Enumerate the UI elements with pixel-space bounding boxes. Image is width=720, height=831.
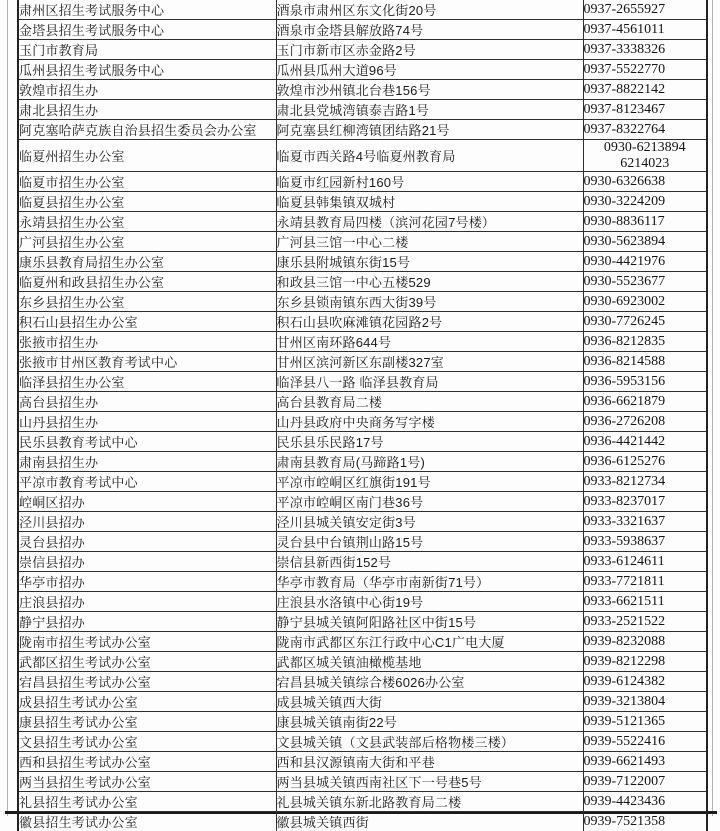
office-name-cell: 西和县招生考试办公室 xyxy=(18,752,276,772)
office-name-cell: 静宁县招办 xyxy=(18,612,276,632)
phone-cell: 0937-2655927 xyxy=(583,0,707,20)
table-row xyxy=(18,452,707,472)
table-row xyxy=(18,432,707,452)
phone-cell: 0936-6125276 xyxy=(583,452,707,472)
table-row xyxy=(18,472,707,492)
office-name-cell: 两当县招生考试办公室 xyxy=(18,772,276,792)
address-cell: 肃北县党城湾镇泰吉路1号 xyxy=(276,100,583,120)
contact-table-body xyxy=(18,0,707,831)
office-name-cell: 临泽县招生办公室 xyxy=(18,372,276,392)
table-row xyxy=(18,172,707,192)
phone-cell: 0939-4423436 xyxy=(583,792,707,812)
table-row xyxy=(18,20,707,40)
address-cell: 礼县城关镇东新北路教育局二楼 xyxy=(276,792,583,812)
office-name-cell: 东乡县招生办公室 xyxy=(18,292,276,312)
phone-cell: 0936-8212835 xyxy=(583,332,707,352)
table-row xyxy=(18,272,707,292)
address-cell: 康县城关镇南街22号 xyxy=(276,712,583,732)
address-cell: 两当县城关镇西南社区下一号巷5号 xyxy=(276,772,583,792)
phone-line-1: 0930-6213894 xyxy=(603,140,686,155)
address-cell: 临泽县八一路 临泽县教育局 xyxy=(276,372,583,392)
phone-cell: 0939-6124382 xyxy=(583,672,707,692)
table-row xyxy=(18,792,707,812)
office-name-cell: 高台县招生办 xyxy=(18,392,276,412)
office-name-cell: 临夏州和政县招生办公室 xyxy=(18,272,276,292)
table-row xyxy=(18,672,707,692)
address-cell: 平凉市崆峒区南门巷36号 xyxy=(276,492,583,512)
office-name-cell: 张掖市招生办 xyxy=(18,332,276,352)
office-name-cell: 肃州区招生考试服务中心 xyxy=(18,0,276,20)
table-row xyxy=(18,632,707,652)
office-name-cell: 康县招生考试办公室 xyxy=(18,712,276,732)
phone-cell: 0933-8212734 xyxy=(583,472,707,492)
table-row xyxy=(18,712,707,732)
office-name-cell: 山丹县招生办 xyxy=(18,412,276,432)
phone-cell: 0939-6621493 xyxy=(583,752,707,772)
phone-cell: 0936-8214588 xyxy=(583,352,707,372)
phone-cell: 0933-6124611 xyxy=(583,552,707,572)
table-row xyxy=(18,192,707,212)
table-row xyxy=(18,592,707,612)
office-name-cell: 瓜州县招生考试服务中心 xyxy=(18,60,276,80)
phone-cell: 0930-5523677 xyxy=(583,272,707,292)
address-cell: 酒泉市金塔县解放路74号 xyxy=(276,20,583,40)
table-row xyxy=(18,312,707,332)
phone-cell: 0939-7122007 xyxy=(583,772,707,792)
address-cell: 甘州区滨河新区东副楼327室 xyxy=(276,352,583,372)
phone-cell: 0937-8822142 xyxy=(583,80,707,100)
phone-cell: 0933-2521522 xyxy=(583,612,707,632)
phone-cell: 0930-3224209 xyxy=(583,192,707,212)
table-row xyxy=(18,412,707,432)
address-cell: 武都区城关镇油橄榄基地 xyxy=(276,652,583,672)
phone-cell: 0937-8322764 xyxy=(583,120,707,140)
office-name-cell: 宕昌县招生考试办公室 xyxy=(18,672,276,692)
phone-cell: 0936-4421442 xyxy=(583,432,707,452)
office-name-cell: 肃南县招生办 xyxy=(18,452,276,472)
office-name-cell: 阿克塞哈萨克族自治县招生委员会办公室 xyxy=(18,120,276,140)
table-row xyxy=(18,512,707,532)
office-name-cell: 永靖县招生办公室 xyxy=(18,212,276,232)
table-row xyxy=(18,692,707,712)
phone-cell: 0936-6621879 xyxy=(583,392,707,412)
table-row xyxy=(18,352,707,372)
table-row xyxy=(18,552,707,572)
office-name-cell: 民乐县教育考试中心 xyxy=(18,432,276,452)
address-cell: 静宁县城关镇阿阳路社区中街15号 xyxy=(276,612,583,632)
office-name-cell: 礼县招生考试办公室 xyxy=(18,792,276,812)
address-cell: 山丹县政府中央商务写字楼 xyxy=(276,412,583,432)
phone-cell: 0936-5953156 xyxy=(583,372,707,392)
table-row xyxy=(18,40,707,60)
address-cell: 临夏县韩集镇双城村 xyxy=(276,192,583,212)
table-row xyxy=(18,372,707,392)
address-cell: 庄浪县水洛镇中心街19号 xyxy=(276,592,583,612)
outer-frame-line-left xyxy=(7,0,8,816)
address-cell: 和政县三馆一中心五楼529 xyxy=(276,272,583,292)
office-name-cell: 灵台县招办 xyxy=(18,532,276,552)
phone-cell: 0939-8232088 xyxy=(583,632,707,652)
table-row xyxy=(18,612,707,632)
office-name-cell: 张掖市甘州区教育考试中心 xyxy=(18,352,276,372)
address-cell: 文县城关镇（文县武装部后格物楼三楼） xyxy=(276,732,583,752)
phone-cell: 0930-5623894 xyxy=(583,232,707,252)
table-row xyxy=(18,572,707,592)
address-cell: 阿克塞县红柳湾镇团结路21号 xyxy=(276,120,583,140)
phone-cell: 0930-8836117 xyxy=(583,212,707,232)
office-name-cell: 泾川县招办 xyxy=(18,512,276,532)
address-cell: 康乐县附城镇东街15号 xyxy=(276,252,583,272)
phone-cell: 0933-3321637 xyxy=(583,512,707,532)
address-cell: 泾川县城关镇安定街3号 xyxy=(276,512,583,532)
table-row xyxy=(18,732,707,752)
phone-cell: 0930-6326638 xyxy=(583,172,707,192)
table-row xyxy=(18,492,707,512)
address-cell: 宕昌县城关镇综合楼6026办公室 xyxy=(276,672,583,692)
table-row xyxy=(18,100,707,120)
address-cell: 瓜州县瓜州大道96号 xyxy=(276,60,583,80)
office-name-cell: 临夏县招生办公室 xyxy=(18,192,276,212)
office-name-cell: 文县招生考试办公室 xyxy=(18,732,276,752)
table-row xyxy=(18,532,707,552)
table-row xyxy=(18,332,707,352)
office-name-cell: 成县招生考试办公室 xyxy=(18,692,276,712)
phone-cell: 0937-5522770 xyxy=(583,60,707,80)
address-cell: 临夏市西关路4号临夏州教育局 xyxy=(276,140,583,172)
table-row xyxy=(18,140,707,172)
office-name-cell: 陇南市招生考试办公室 xyxy=(18,632,276,652)
address-cell: 高台县教育局二楼 xyxy=(276,392,583,412)
office-name-cell: 肃北县招生办 xyxy=(18,100,276,120)
phone-cell: 0939-7521358 xyxy=(583,812,707,831)
table-row xyxy=(18,812,707,831)
office-name-cell: 金塔县招生考试服务中心 xyxy=(18,20,276,40)
office-name-cell: 积石山县招生办公室 xyxy=(18,312,276,332)
address-cell: 积石山县吹麻滩镇花园路2号 xyxy=(276,312,583,332)
address-cell: 西和县汉源镇南大街和平巷 xyxy=(276,752,583,772)
table-row xyxy=(18,60,707,80)
table-row xyxy=(18,392,707,412)
address-cell: 平凉市崆峒区红旗街191号 xyxy=(276,472,583,492)
office-name-cell: 临夏州招生办公室 xyxy=(18,140,276,172)
address-cell: 酒泉市肃州区东文化街20号 xyxy=(276,0,583,20)
address-cell: 灵台县中台镇荆山路15号 xyxy=(276,532,583,552)
office-name-cell: 广河县招生办公室 xyxy=(18,232,276,252)
address-cell: 崇信县新西街152号 xyxy=(276,552,583,572)
office-name-cell: 康乐县教育局招生办公室 xyxy=(18,252,276,272)
phone-cell: 0933-5938637 xyxy=(583,532,707,552)
phone-cell: 0930-7726245 xyxy=(583,312,707,332)
address-cell: 东乡县锁南镇东西大街39号 xyxy=(276,292,583,312)
table-row xyxy=(18,212,707,232)
table-row xyxy=(18,80,707,100)
phone-cell: 0937-3338326 xyxy=(583,40,707,60)
contact-table xyxy=(17,0,708,831)
address-cell: 广河县三馆一中心二楼 xyxy=(276,232,583,252)
address-cell: 肃南县教育局(马蹄路1号) xyxy=(276,452,583,472)
table-row xyxy=(18,772,707,792)
table-row xyxy=(18,0,707,20)
outer-frame-line-right xyxy=(712,0,713,816)
phone-cell: 0937-4561011 xyxy=(583,20,707,40)
office-name-cell: 崇信县招办 xyxy=(18,552,276,572)
table-row xyxy=(18,752,707,772)
table-row xyxy=(18,232,707,252)
office-name-cell: 平凉市教育考试中心 xyxy=(18,472,276,492)
address-cell: 华亭市教育局（华亭市南新街71号） xyxy=(276,572,583,592)
office-name-cell: 华亭市招办 xyxy=(18,572,276,592)
phone-cell: 0933-6621511 xyxy=(583,592,707,612)
table-row xyxy=(18,292,707,312)
office-name-cell: 徽县招生考试办公室 xyxy=(18,812,276,831)
office-name-cell: 庄浪县招办 xyxy=(18,592,276,612)
address-cell: 徽县城关镇西街 xyxy=(276,812,583,831)
phone-line-2: 6214023 xyxy=(620,155,670,171)
phone-cell: 0933-7721811 xyxy=(583,572,707,592)
phone-cell: 0939-3213804 xyxy=(583,692,707,712)
table-row xyxy=(18,652,707,672)
address-cell: 陇南市武都区东江行政中心C1广电大厦 xyxy=(276,632,583,652)
phone-cell xyxy=(583,140,707,172)
address-cell: 甘州区南环路644号 xyxy=(276,332,583,352)
address-cell: 临夏市红园新村160号 xyxy=(276,172,583,192)
table-row xyxy=(18,120,707,140)
address-cell: 民乐县乐民路17号 xyxy=(276,432,583,452)
address-cell: 玉门市新市区赤金路2号 xyxy=(276,40,583,60)
phone-cell: 0939-5522416 xyxy=(583,732,707,752)
office-name-cell: 玉门市教育局 xyxy=(18,40,276,60)
phone-cell: 0930-6923002 xyxy=(583,292,707,312)
office-name-cell: 武都区招生考试办公室 xyxy=(18,652,276,672)
address-cell: 永靖县教育局四楼（滨河花园7号楼） xyxy=(276,212,583,232)
address-cell: 成县城关镇西大街 xyxy=(276,692,583,712)
office-name-cell: 敦煌市招生办 xyxy=(18,80,276,100)
address-cell: 敦煌市沙州镇北台巷156号 xyxy=(276,80,583,100)
table-row xyxy=(18,252,707,272)
phone-cell: 0930-4421976 xyxy=(583,252,707,272)
office-name-cell: 临夏市招生办公室 xyxy=(18,172,276,192)
phone-cell: 0933-8237017 xyxy=(583,492,707,512)
phone-cell: 0937-8123467 xyxy=(583,100,707,120)
phone-cell: 0939-8212298 xyxy=(583,652,707,672)
office-name-cell: 崆峒区招办 xyxy=(18,492,276,512)
phone-cell: 0936-2726208 xyxy=(583,412,707,432)
phone-cell: 0939-5121365 xyxy=(583,712,707,732)
